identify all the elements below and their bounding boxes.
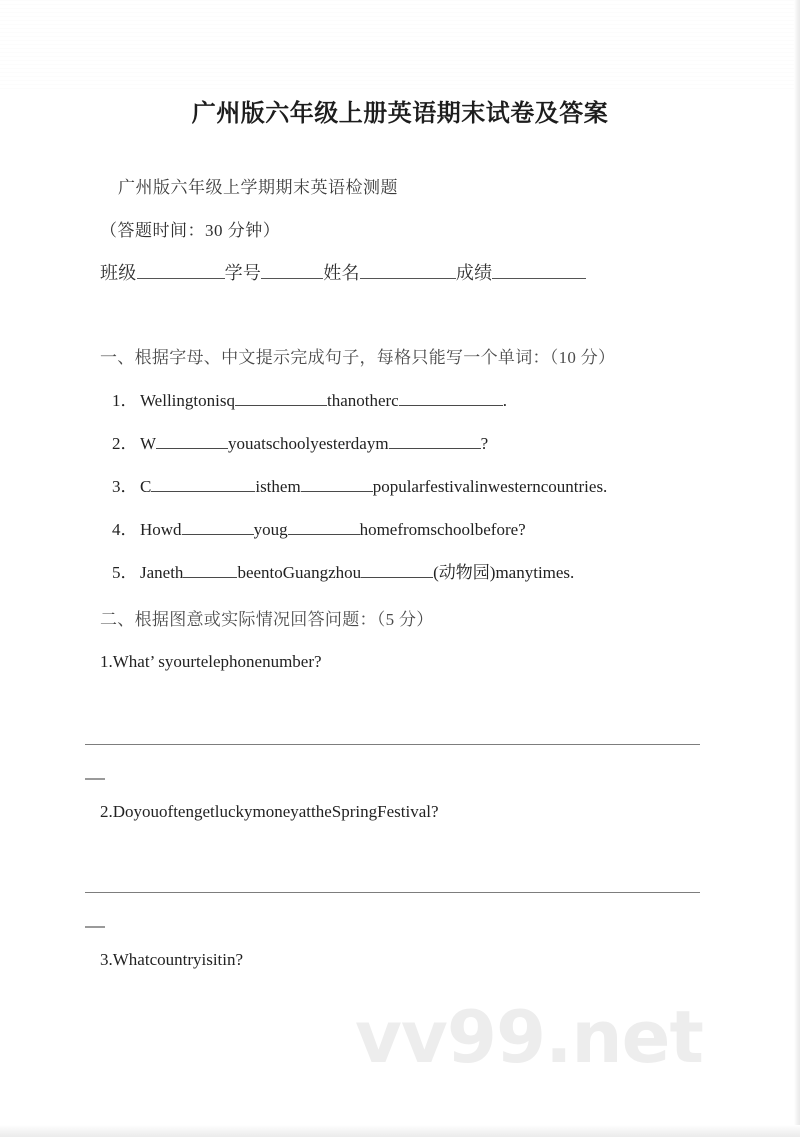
question-1-4: [0, 497, 800, 540]
score-blank[interactable]: [492, 260, 586, 279]
time-note: （答题时间：30 分钟）: [100, 221, 281, 240]
answer-blank[interactable]: [399, 388, 503, 406]
answer-blank[interactable]: [389, 431, 481, 449]
answer-rule[interactable]: [85, 744, 700, 745]
question-1-3: [0, 454, 800, 497]
answer-blank[interactable]: [183, 560, 237, 578]
answer-blank[interactable]: [288, 517, 360, 535]
answer-blank[interactable]: [361, 560, 433, 578]
section-heading-1: 一、根据字母、中文提示完成句子，每格只能写一个单词：（10 分）: [100, 348, 616, 367]
answer-blank[interactable]: [301, 474, 373, 492]
question-text-part3: popularfestivalinwesterncountries.: [372, 477, 608, 496]
page-title: 广州版六年级上册英语期末试卷及答案: [191, 99, 609, 127]
question-text-part2: youg: [253, 520, 288, 539]
question-1-2: [0, 411, 800, 454]
question-text-part1: Janeth: [140, 563, 184, 582]
question-text-part1: Wellingtonisq: [140, 391, 235, 410]
answer-area-1[interactable]: [0, 672, 800, 780]
question-text-part2: thanotherc: [326, 391, 399, 410]
answer-blank[interactable]: [182, 517, 254, 535]
watermark: vv99.net: [355, 995, 703, 1079]
name-label: 姓名: [323, 263, 360, 283]
document-subtitle: 广州版六年级上学期期末英语检测题: [118, 178, 398, 197]
question-1-5: [0, 540, 800, 583]
question-text-part2: beentoGuangzhou: [237, 563, 362, 582]
answer-area-2[interactable]: [0, 822, 800, 928]
section-heading-2: 二、根据图意或实际情况回答问题：（5 分）: [100, 610, 434, 629]
class-label: 班级: [100, 263, 137, 283]
question-number: 1．: [112, 391, 138, 410]
answer-rule[interactable]: [85, 892, 700, 893]
question-number: 3．: [112, 477, 138, 496]
question-text-part3: ?: [480, 434, 489, 453]
class-blank[interactable]: [137, 260, 225, 279]
answer-blank[interactable]: [235, 388, 327, 406]
student-info-line: [0, 241, 800, 285]
question-text-part3: homefromschoolbefore?: [359, 520, 526, 539]
answer-blank[interactable]: [156, 431, 228, 449]
question-text-part2: isthem: [255, 477, 301, 496]
question-number: 2．: [112, 434, 138, 453]
page-edge-bottom: [0, 1125, 800, 1137]
question-text-part3: .: [502, 391, 507, 410]
score-label: 成绩: [455, 263, 493, 283]
question-text-part2: youatschoolyesterdaym: [228, 434, 389, 453]
question-number: 5．: [112, 563, 138, 582]
name-blank[interactable]: [360, 260, 456, 279]
number-blank[interactable]: [261, 260, 323, 279]
answer-blank[interactable]: [151, 474, 255, 492]
question-2-3: 3.Whatcountryisitin?: [100, 950, 244, 969]
question-2-1: 1.What’ syourtelephonenumber?: [100, 652, 322, 671]
question-1-1: [0, 368, 800, 411]
question-text-part3: (动物园)manytimes.: [433, 563, 575, 582]
question-text-part1: Howd: [140, 520, 182, 539]
question-number: 4．: [112, 520, 138, 539]
question-2-2: 2.DoyouoftengetluckymoneyattheSpringFestival?: [100, 802, 439, 821]
question-text-part1: W: [140, 434, 157, 453]
question-text-part1: C: [140, 477, 152, 496]
number-label: 学号: [224, 263, 262, 283]
